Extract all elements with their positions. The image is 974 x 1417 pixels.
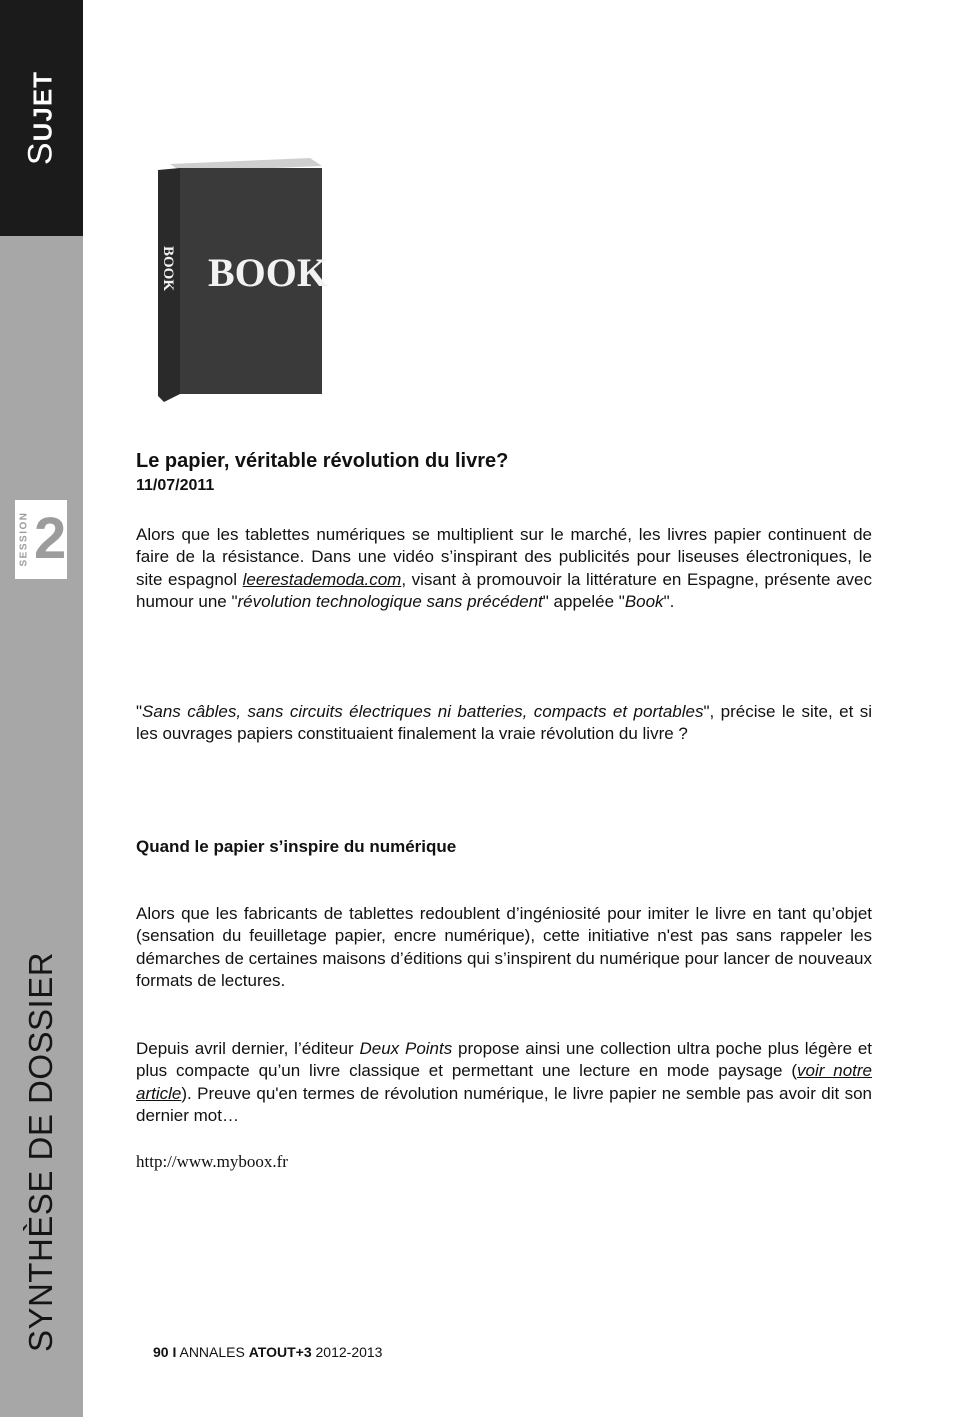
paragraph-2: "Sans câbles, sans circuits électriques ni batteries, compacts et portables", précise le site, et si les ouvrages papiers constituaient finalement la vraie révolution du livre ?	[136, 702, 872, 744]
book-illustration	[150, 158, 330, 404]
article-date: 11/07/2011	[136, 477, 215, 494]
page-number: 90	[153, 1344, 169, 1360]
article-subtitle: Quand le papier s’inspire du numérique	[136, 837, 457, 856]
book-cover-title: BOOK	[207, 250, 329, 295]
section-label-sujet: SUJET	[21, 70, 60, 166]
paragraph-1: Alors que les tablettes numériques se multiplient sur le marché, les livres papier continuent de faire de la résistance. Dans une vidéo s’inspirant des publicités pour liseuses électroniques, le site espagnol leerestademoda.com, visant à promouvoir la littérature en Espagne, présente avec humour une "révolution technologique sans précédent" appelée "Book".	[136, 525, 872, 612]
link-voir-notre-article[interactable]: voir notre article	[136, 1061, 872, 1103]
brand: ATOUT+3	[248, 1344, 312, 1360]
session-label: SESSION	[18, 511, 30, 567]
link-leerestademoda[interactable]: leerestademoda.com	[242, 569, 402, 589]
paragraph-3: Alors que les fabricants de tablettes redoublent d’ingéniosité pour imiter le livre en tant qu’objet (sensation du feuilletage papier, encre numérique), cette initiative n'est pas sans rappeler les démarches de certaines maisons d’éditions qui s’inspirent du numérique pour lancer de nouveaux formats de lectures.	[136, 904, 872, 991]
book-spine-title: BOOK	[160, 246, 176, 292]
section-title: SYNTHÈSE DE DOSSIER	[22, 951, 59, 1353]
page-footer: 90 I ANNALES ATOUT+3 2012-2013	[153, 1344, 383, 1360]
paragraph-4: Depuis avril dernier, l’éditeur Deux Points propose ainsi une collection ultra poche plus légère et plus compacte qu’un livre classique et permettant une lecture en mode paysage (voir notre article). Preuve qu'en termes de révolution numérique, le livre papier ne semble pas avoir dit son dernier mot…	[136, 1039, 872, 1126]
article-title: Le papier, véritable révolution du livre?	[136, 450, 509, 472]
book-image	[150, 158, 330, 404]
session-number: 2	[34, 506, 67, 571]
source-url: http://www.myboox.fr	[136, 1152, 288, 1171]
